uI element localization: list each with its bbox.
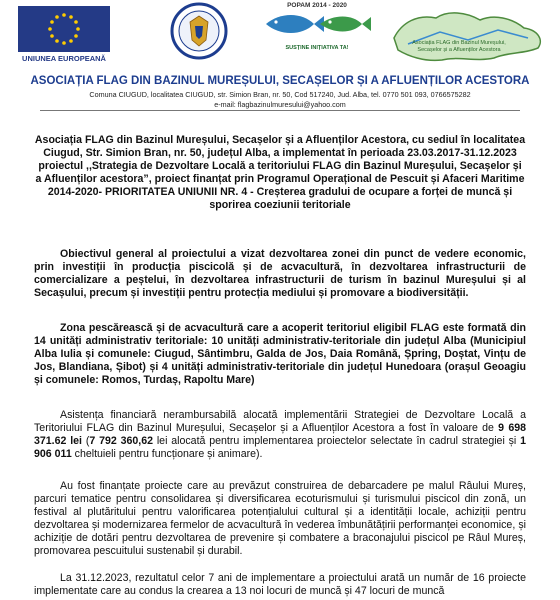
popam-slogan: SUSȚINE INIȚIATIVA TA! <box>285 45 349 51</box>
financial-text-part: lei alocată pentru implementarea proiectelor selectate în cadrul strategiei și <box>153 435 521 447</box>
projects-amount: 7 792 360,62 <box>89 435 153 447</box>
eu-logo <box>18 6 110 63</box>
eu-flag-icon <box>18 6 110 52</box>
fishing-zone-paragraph: Zona pescărească și de acvacultură care a acoperit teritoriul eligibil FLAG este formată din 14 unități administrativ teritoriale: 10 unități administrativ-teritoriale din județul Alba (Municipiul Alba Iulia și comunele: Ciugud, Sântimbru, Galda de Jos, Daia Română, Șpring, Doștat, Vințu de Jos, Blandiana, Șibot) și 4 unități administrativ-teritoriale din județul Hunedoara (orașul Geoagiu și comunele: Romos, Turdaș, Rapoltu Mare) <box>34 322 526 386</box>
popam-logo <box>258 2 376 51</box>
intro-paragraph: Asociația FLAG din Bazinul Mureșului, Secașelor și a Afluenților Acestora, cu sediul în localitatea Ciugud, Str. Simion Bran, nr. 50, județul Alba, a implementat în perioada 23.03.2017-31.12.2023 proiectul ,,Strategia de Dezvoltare Locală a teritoriului FLAG din Bazinul Mureșului, Secașelor și a Afluenților acestora”, proiect finanțat prin Programul Operațional de Pescuit și Afaceri Maritime 2014-2020- PRIORITATEA UNIUNII NR. 4 - Creșterea gradului de ocupare a forței de muncă și sporirea coeziunii teritoriale <box>34 134 526 211</box>
flag-map-caption: Asociația FLAG din Bazinul Mureșului, Secașelor și a Afluenților Acestora <box>412 40 506 53</box>
operating-amount: 1 906 011 <box>34 435 527 460</box>
financial-assistance-paragraph <box>34 409 526 461</box>
results-paragraph: La 31.12.2023, rezultatul celor 7 ani de implementare a proiectului arată un număr de 16 proiecte implementate care au condus la crearea a 13 noi locuri de muncă și 47 locuri de muncă <box>34 572 526 597</box>
total-amount: 9 698 371.62 lei <box>34 422 526 447</box>
financial-text-part: Asistența financiară nerambursabilă alocată implementării Strategiei de Dezvoltare Locală a Teritoriului FLAG din Bazinul Mureșului, Secașelor și a Afluenților Acestora a fost în valoare de <box>34 409 526 434</box>
flag-territory-map-icon <box>388 4 548 64</box>
eu-caption: UNIUNEA EUROPEANĂ <box>22 54 106 63</box>
organization-email: e-mail: flagbazinulmuresului@yahoo.com <box>214 100 346 109</box>
government-logo <box>170 2 228 64</box>
organization-title: ASOCIAȚIA FLAG DIN BAZINUL MUREȘULUI, SECAȘELOR ȘI A AFLUENȚILOR ACESTORA <box>30 75 530 87</box>
organization-address: Comuna CIUGUD, localitatea CIUGUD, str. Simion Bran, nr. 50, Cod 517240, Jud. Alba, tel. 0770 501 093, 0766575282 <box>89 90 471 99</box>
objective-paragraph: Obiectivul general al proiectului a vizat dezvoltarea zonei din punct de vedere economic, prin investiții în producția piscicolă și de acvacultură, în dezvoltarea infrastructurii de comercializare a peștelui, în dezvoltarea infrastructurii de turism în bazinul Mureșului și al Secașului, precum și investiții pentru protecția mediului și promovare a biodiversității. <box>34 248 526 299</box>
funded-projects-paragraph: Au fost finanțate proiecte care au prevăzut construirea de debarcadere pe malul Râului Mureș, parcuri tematice pentru consolidarea și diversificarea ecoturismului și turismului piscicol din zonă, un festival al plutăritului pentru valorificarea potențialului cultural și a identității locale, achiziții pentru dezvoltarea și modernizarea fermelor de acvacultură în vederea îmbunătățirii performanței economice, și achiziție de dotări pentru dezvoltarea de prevenire și combatere a braconajului piscicol pe Râul Mureș, promovarea pescuitului sustenabil și durabil. <box>34 480 526 557</box>
financial-text-part: cheltuieli pentru funcționare și animare). <box>71 448 263 460</box>
header-divider <box>40 110 520 111</box>
financial-text-part: ( <box>82 435 90 447</box>
government-seal-icon <box>170 2 228 64</box>
fish-icon <box>258 9 376 39</box>
logo-bar <box>0 0 560 80</box>
popam-title: POPAM 2014 - 2020 <box>287 2 347 9</box>
